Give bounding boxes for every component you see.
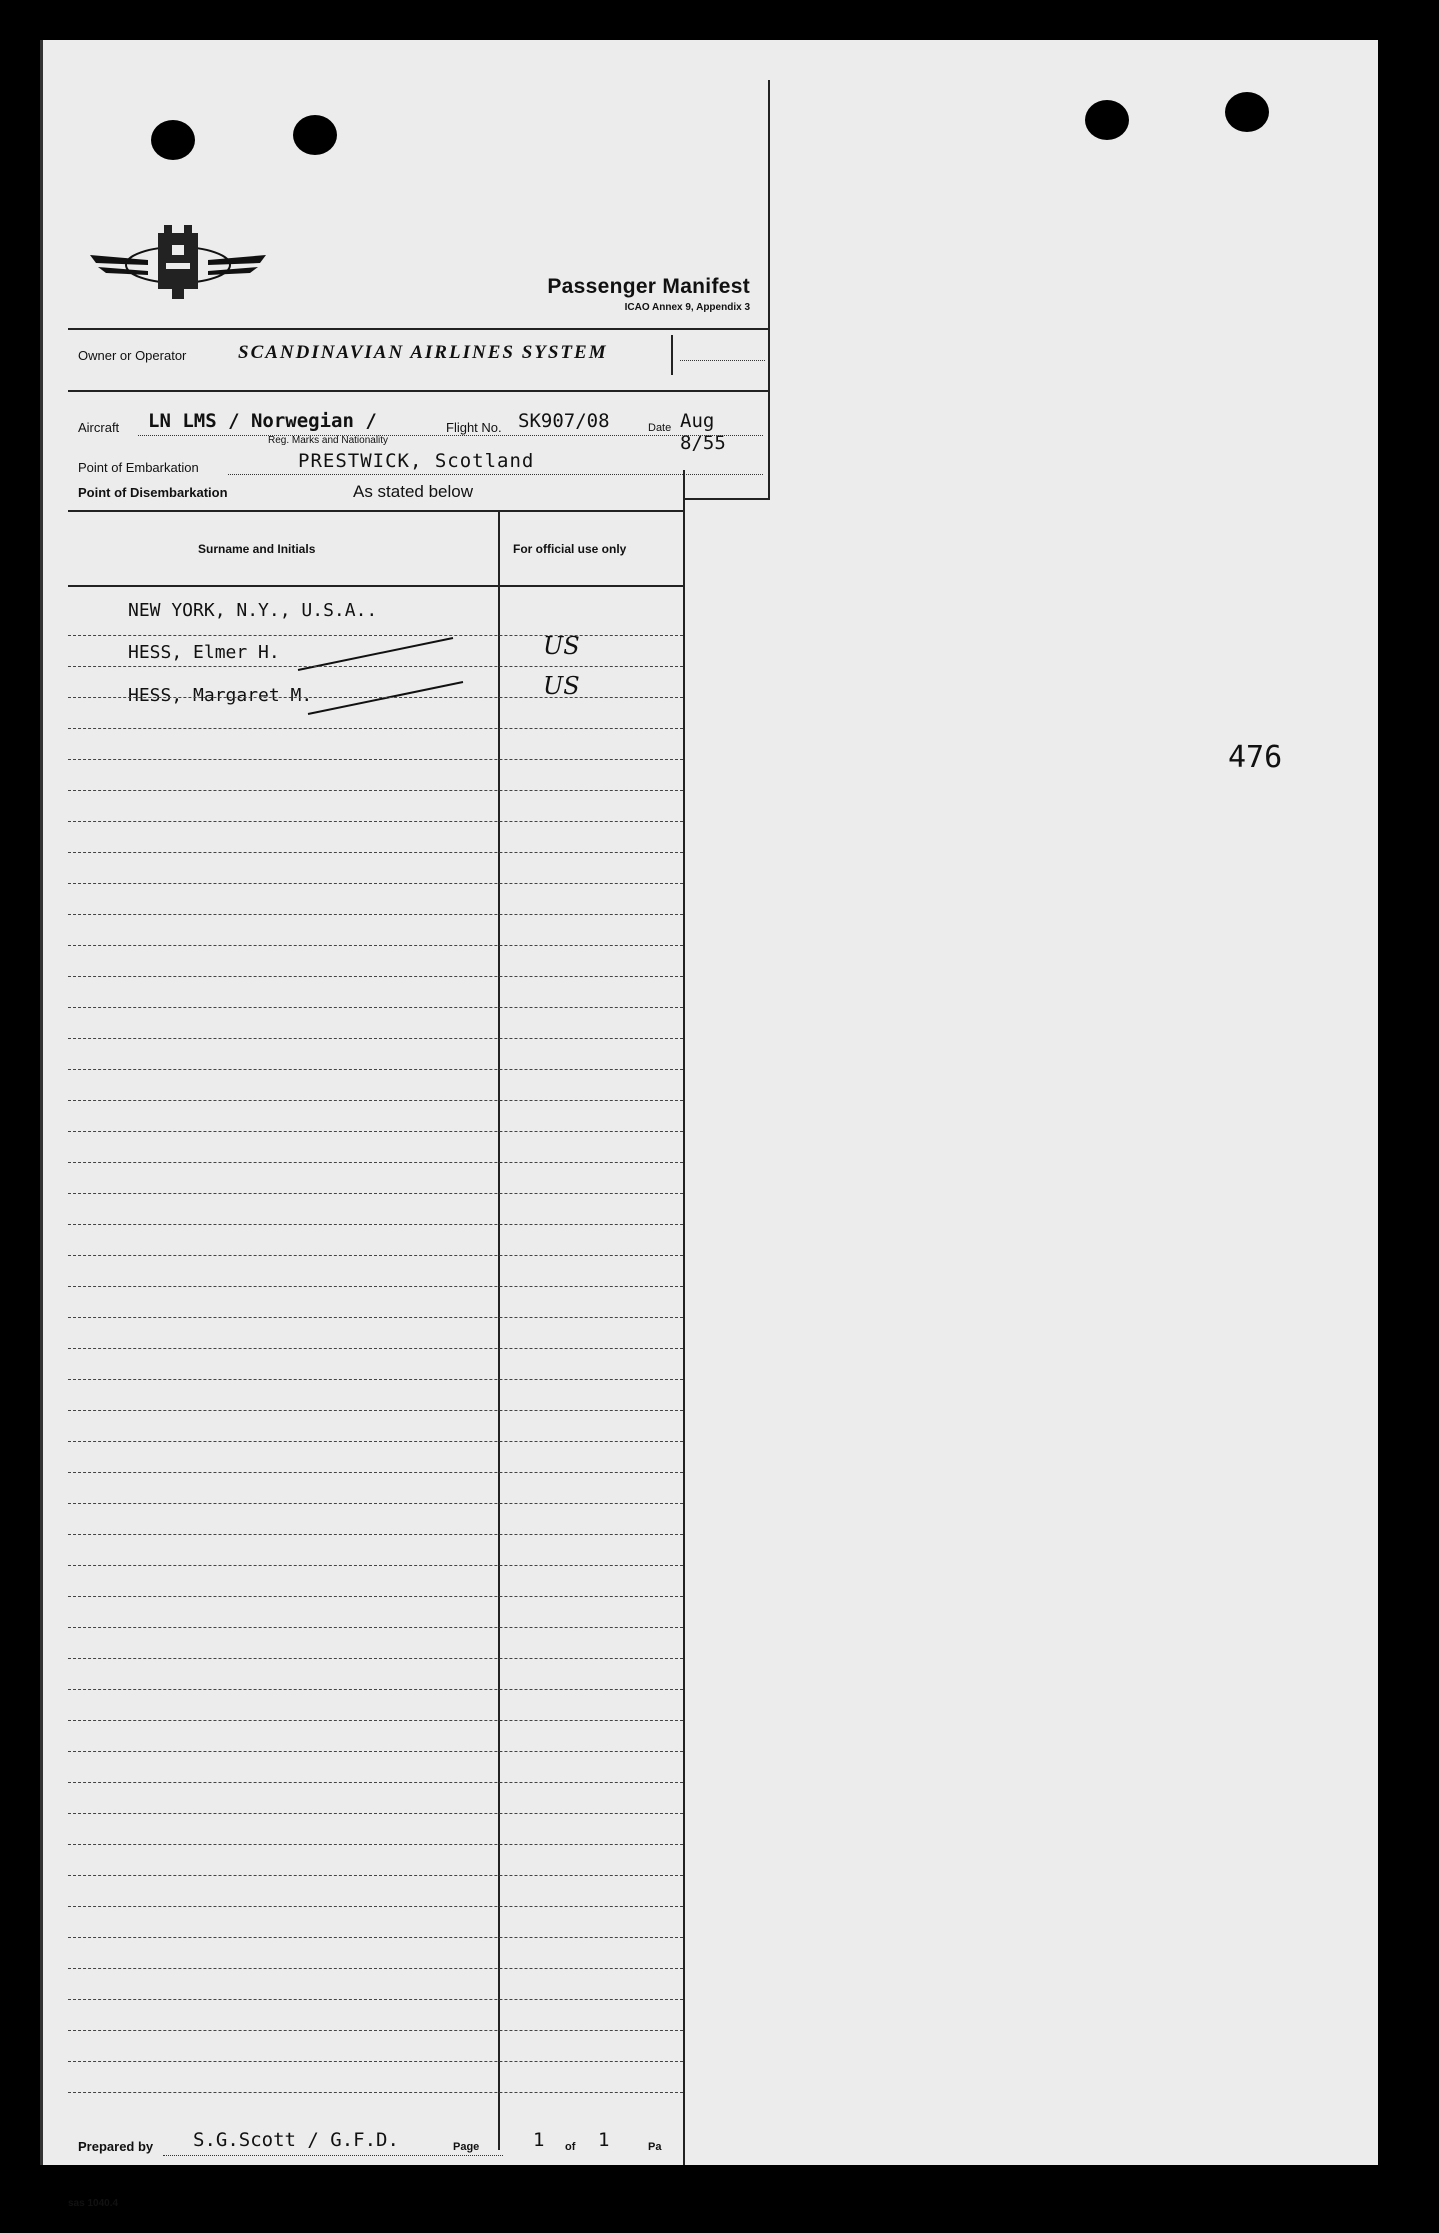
- row-line: [68, 1162, 683, 1163]
- owner-extra-line: [680, 360, 765, 361]
- row-line: [68, 1348, 683, 1349]
- owner-value: SCANDINAVIAN AIRLINES SYSTEM: [238, 342, 608, 363]
- row-line: [68, 2030, 683, 2031]
- row-line: [68, 635, 683, 636]
- row-line: [68, 1472, 683, 1473]
- flight-label: Flight No.: [446, 420, 502, 435]
- manifest-header: [68, 80, 770, 500]
- row-line: [68, 1782, 683, 1783]
- manifest-page: [40, 40, 1378, 2209]
- row-line: [68, 1255, 683, 1256]
- row-line: [68, 2061, 683, 2062]
- row-line: [68, 1193, 683, 1194]
- row-line: [68, 883, 683, 884]
- page-label: Page: [453, 2141, 480, 2153]
- table-row: HESS, Margaret M.: [128, 685, 313, 706]
- of-value: 1: [598, 2129, 610, 2151]
- row-line: [68, 1286, 683, 1287]
- row-line: [68, 697, 683, 698]
- date-value: Aug 8/55: [680, 410, 726, 454]
- row-line: [68, 852, 683, 853]
- row-line: [68, 1503, 683, 1504]
- divider: [683, 498, 768, 500]
- embarkation-value: PRESTWICK, Scotland: [298, 450, 535, 472]
- airline-logo-icon: [88, 215, 268, 305]
- row-line: [68, 1317, 683, 1318]
- passenger-table: [68, 470, 685, 2165]
- row-line: [68, 2092, 683, 2093]
- disembarkation-value: As stated below: [353, 482, 474, 501]
- divider: [68, 328, 768, 330]
- divider: [671, 335, 673, 375]
- row-line: [68, 1534, 683, 1535]
- disembarkation-label: Point of Disembarkation: [78, 485, 228, 500]
- owner-label: Owner or Operator: [78, 348, 187, 363]
- tick-marks: [288, 610, 648, 720]
- row-line: [68, 1131, 683, 1132]
- column-divider: [498, 510, 500, 2150]
- row-line: [68, 1689, 683, 1690]
- table-row: HESS, Elmer H.: [128, 642, 280, 663]
- row-line: [68, 1410, 683, 1411]
- row-line: [68, 945, 683, 946]
- col-head-official: For official use only: [513, 542, 627, 556]
- table-header-line: [68, 585, 683, 587]
- row-line: [68, 1720, 683, 1721]
- aircraft-line: [138, 435, 763, 436]
- row-line: [68, 1658, 683, 1659]
- row-line: [68, 1069, 683, 1070]
- stamp-page-number: 476: [1228, 740, 1283, 775]
- aircraft-sublabel: Reg. Marks and Nationality: [268, 435, 389, 446]
- row-line: [68, 1813, 683, 1814]
- row-line: [68, 1751, 683, 1752]
- row-line: [68, 914, 683, 915]
- divider: [68, 390, 768, 392]
- row-line: [68, 666, 683, 667]
- row-line: [68, 790, 683, 791]
- row-line: [68, 976, 683, 977]
- row-line: [68, 759, 683, 760]
- nationality-mark: US: [543, 672, 580, 700]
- row-line: [68, 1875, 683, 1876]
- manifest-title: Passenger Manifest: [547, 275, 750, 298]
- col-head-name: Surname and Initials: [198, 542, 316, 556]
- table-row: NEW YORK, N.Y., U.S.A..: [128, 600, 378, 621]
- row-line: [68, 1441, 683, 1442]
- of-label: of: [565, 2141, 576, 2153]
- manifest-footer: [68, 2125, 688, 2165]
- row-line: [68, 1038, 683, 1039]
- nationality-mark: US: [543, 632, 580, 660]
- row-line: [68, 1999, 683, 2000]
- prepared-line: [163, 2155, 503, 2156]
- form-code: sas 1040.4: [68, 2198, 119, 2209]
- row-line: [68, 821, 683, 822]
- manifest-subtitle: ICAO Annex 9, Appendix 3: [624, 302, 750, 313]
- row-line: [68, 1627, 683, 1628]
- aircraft-label: Aircraft: [78, 420, 120, 435]
- row-line: [68, 1968, 683, 1969]
- flight-value: SK907/08: [518, 410, 610, 432]
- row-line: [68, 728, 683, 729]
- embarkation-label: Point of Embarkation: [78, 460, 199, 475]
- footer-trailing: Pa: [648, 2141, 662, 2153]
- row-line: [68, 1007, 683, 1008]
- row-line: [68, 1906, 683, 1907]
- row-line: [68, 1100, 683, 1101]
- row-line: [68, 1224, 683, 1225]
- prepared-label: Prepared by: [78, 2139, 154, 2154]
- row-line: [68, 1379, 683, 1380]
- row-line: [68, 1565, 683, 1566]
- aircraft-value: LN LMS / Norwegian /: [148, 410, 377, 432]
- table-top-line: [68, 510, 683, 512]
- punch-hole: [1085, 100, 1129, 140]
- punch-hole: [1225, 92, 1269, 132]
- page-value: 1: [533, 2129, 545, 2151]
- prepared-value: S.G.Scott / G.F.D.: [193, 2129, 399, 2151]
- row-line: [68, 1596, 683, 1597]
- row-line: [68, 1937, 683, 1938]
- row-line: [68, 1844, 683, 1845]
- date-label: Date: [648, 422, 672, 434]
